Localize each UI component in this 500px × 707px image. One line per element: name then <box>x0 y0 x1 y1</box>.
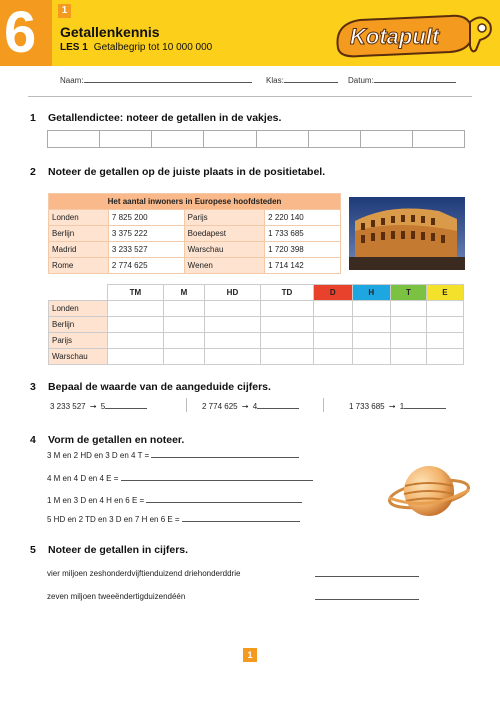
question-number: 3 <box>30 381 36 393</box>
name-label: Naam: <box>60 76 84 85</box>
population-value: 3 375 222 <box>108 226 184 242</box>
question-3 <box>30 381 271 393</box>
position-header: TD <box>260 285 313 301</box>
arrow-right-icon: ➞ <box>388 402 396 411</box>
colosseum-photo <box>349 197 465 270</box>
position-cell[interactable] <box>108 301 164 317</box>
words-item-1: vier miljoen zeshonderdvijftienduizend driehonderddrie <box>47 569 241 578</box>
position-cell[interactable] <box>426 333 463 349</box>
lesson-subtitle <box>60 42 212 53</box>
answer-line[interactable] <box>404 408 446 409</box>
position-row <box>49 317 464 333</box>
position-cell[interactable] <box>352 301 390 317</box>
position-row-label: Berlijn <box>49 317 108 333</box>
question-number: 2 <box>30 166 36 178</box>
answer-line[interactable] <box>182 521 300 522</box>
position-row <box>49 301 464 317</box>
city-name: Boedapest <box>184 226 264 242</box>
position-cell[interactable] <box>205 317 261 333</box>
words-item-2: zeven miljoen tweeëndertigduizendéén <box>47 592 186 601</box>
city-name: Wenen <box>184 258 264 274</box>
position-cell[interactable] <box>314 317 352 333</box>
dictation-box[interactable] <box>361 131 413 147</box>
compose-text: 3 M en 2 HD en 3 D en 4 T = <box>47 451 150 460</box>
logo-text: Kotapult <box>350 24 440 49</box>
position-cell[interactable] <box>391 349 427 365</box>
position-cell[interactable] <box>163 349 204 365</box>
class-field[interactable] <box>266 76 338 85</box>
population-row <box>49 258 341 274</box>
compose-item-3 <box>47 496 302 505</box>
question-number: 4 <box>30 434 36 446</box>
population-value: 3 233 527 <box>108 242 184 258</box>
divider <box>186 398 187 412</box>
position-row <box>49 349 464 365</box>
name-field[interactable] <box>60 76 252 85</box>
city-name: Warschau <box>184 242 264 258</box>
position-header: D <box>314 285 352 301</box>
population-value: 1 733 685 <box>265 226 341 242</box>
arrow-right-icon: ➞ <box>89 402 97 411</box>
compose-text: 4 M en 4 D en 4 E = <box>47 474 119 483</box>
value-digit: 4 <box>252 402 258 411</box>
dictation-box[interactable] <box>100 131 152 147</box>
dictation-box[interactable] <box>413 131 464 147</box>
question-text: Noteer de getallen in cijfers. <box>48 544 189 556</box>
position-cell[interactable] <box>352 317 390 333</box>
position-row-label: Warschau <box>49 349 108 365</box>
dictation-box[interactable] <box>48 131 100 147</box>
value-number: 2 774 625 <box>202 402 238 411</box>
question-1 <box>30 112 281 124</box>
city-name: Rome <box>49 258 109 274</box>
position-row-label: Parijs <box>49 333 108 349</box>
answer-line[interactable] <box>151 457 299 458</box>
dictation-box[interactable] <box>309 131 361 147</box>
lesson-label: LES 1 <box>60 42 88 53</box>
city-name: Londen <box>49 210 109 226</box>
population-table <box>48 193 341 274</box>
value-number: 1 733 685 <box>349 402 385 411</box>
position-cell[interactable] <box>314 333 352 349</box>
value-digit: 5 <box>100 402 106 411</box>
position-cell[interactable] <box>163 317 204 333</box>
question-text: Vorm de getallen en noteer. <box>48 434 185 446</box>
position-table-corner <box>49 285 108 301</box>
city-name: Parijs <box>184 210 264 226</box>
position-header: TM <box>108 285 164 301</box>
position-cell[interactable] <box>260 317 313 333</box>
dictation-box[interactable] <box>204 131 256 147</box>
question-text: Bepaal de waarde van de aangeduide cijfers. <box>48 381 271 393</box>
population-row <box>49 226 341 242</box>
dictation-box[interactable] <box>257 131 309 147</box>
divider <box>323 398 324 412</box>
population-value: 2 774 625 <box>108 258 184 274</box>
position-cell[interactable] <box>426 301 463 317</box>
answer-line[interactable] <box>315 576 419 577</box>
dictation-box[interactable] <box>152 131 204 147</box>
arrow-right-icon: ➞ <box>241 402 249 411</box>
compose-text: 5 HD en 2 TD en 3 D en 7 H en 6 E = <box>47 515 180 524</box>
page-title: Getallenkennis <box>60 24 160 40</box>
answer-line[interactable] <box>121 480 313 481</box>
grade-box <box>0 0 52 66</box>
position-header: T <box>391 285 427 301</box>
question-text: Getallendictee: noteer de getallen in de vakjes. <box>48 112 282 124</box>
question-5 <box>30 544 188 556</box>
answer-line[interactable] <box>315 599 419 600</box>
compose-text: 1 M en 3 D en 4 H en 6 E = <box>47 496 145 505</box>
position-row-label: Londen <box>49 301 108 317</box>
position-cell[interactable] <box>205 301 261 317</box>
position-cell[interactable] <box>426 317 463 333</box>
position-cell[interactable] <box>108 333 164 349</box>
position-cell[interactable] <box>314 301 352 317</box>
position-cell[interactable] <box>108 349 164 365</box>
question-number: 1 <box>30 112 36 124</box>
value-item-1 <box>50 402 147 411</box>
compose-item-1 <box>47 451 299 460</box>
position-cell[interactable] <box>163 301 204 317</box>
population-row <box>49 242 341 258</box>
population-value: 1 720 398 <box>265 242 341 258</box>
position-cell[interactable] <box>391 333 427 349</box>
lesson-title: Getalbegrip tot 10 000 000 <box>93 42 213 53</box>
answer-line[interactable] <box>105 408 147 409</box>
population-value: 7 825 200 <box>108 210 184 226</box>
position-cell[interactable] <box>108 317 164 333</box>
value-item-2 <box>202 402 299 411</box>
position-row <box>49 333 464 349</box>
question-4 <box>30 434 184 446</box>
question-2 <box>30 166 325 178</box>
city-name: Berlijn <box>49 226 109 242</box>
position-cell[interactable] <box>352 333 390 349</box>
population-table-title: Het aantal inwoners in Europese hoofdsteden <box>49 194 341 210</box>
answer-line[interactable] <box>257 408 299 409</box>
date-field[interactable] <box>348 76 456 85</box>
position-header: HD <box>205 285 261 301</box>
position-cell[interactable] <box>260 301 313 317</box>
question-number: 5 <box>30 544 36 556</box>
value-item-3 <box>349 402 446 411</box>
position-cell[interactable] <box>205 349 261 365</box>
position-cell[interactable] <box>260 333 313 349</box>
position-cell[interactable] <box>391 301 427 317</box>
compose-item-2 <box>47 474 313 483</box>
population-row <box>49 210 341 226</box>
value-number: 3 233 527 <box>50 402 86 411</box>
position-cell[interactable] <box>314 349 352 365</box>
value-digit: 1 <box>399 402 405 411</box>
position-header: H <box>352 285 390 301</box>
page-number: 1 <box>243 648 257 662</box>
position-cell[interactable] <box>352 349 390 365</box>
position-table <box>48 284 464 365</box>
date-label: Datum: <box>348 76 374 85</box>
population-value: 2 220 140 <box>265 210 341 226</box>
chapter-badge: 1 <box>58 4 71 18</box>
saturn-illustration <box>388 456 470 526</box>
position-cell[interactable] <box>260 349 313 365</box>
dictation-boxes <box>47 130 465 148</box>
population-value: 1 714 142 <box>265 258 341 274</box>
question-text: Noteer de getallen op de juiste plaats in de positietabel. <box>48 166 326 178</box>
grade-number: 6 <box>4 0 37 65</box>
kotapult-logo <box>330 10 495 60</box>
position-header: M <box>163 285 204 301</box>
compose-item-4 <box>47 515 300 524</box>
city-name: Madrid <box>49 242 109 258</box>
position-cell[interactable] <box>391 317 427 333</box>
position-cell[interactable] <box>426 349 463 365</box>
divider <box>28 96 472 97</box>
position-cell[interactable] <box>163 333 204 349</box>
class-label: Klas: <box>266 76 284 85</box>
position-cell[interactable] <box>205 333 261 349</box>
answer-line[interactable] <box>146 502 302 503</box>
position-header: E <box>426 285 463 301</box>
